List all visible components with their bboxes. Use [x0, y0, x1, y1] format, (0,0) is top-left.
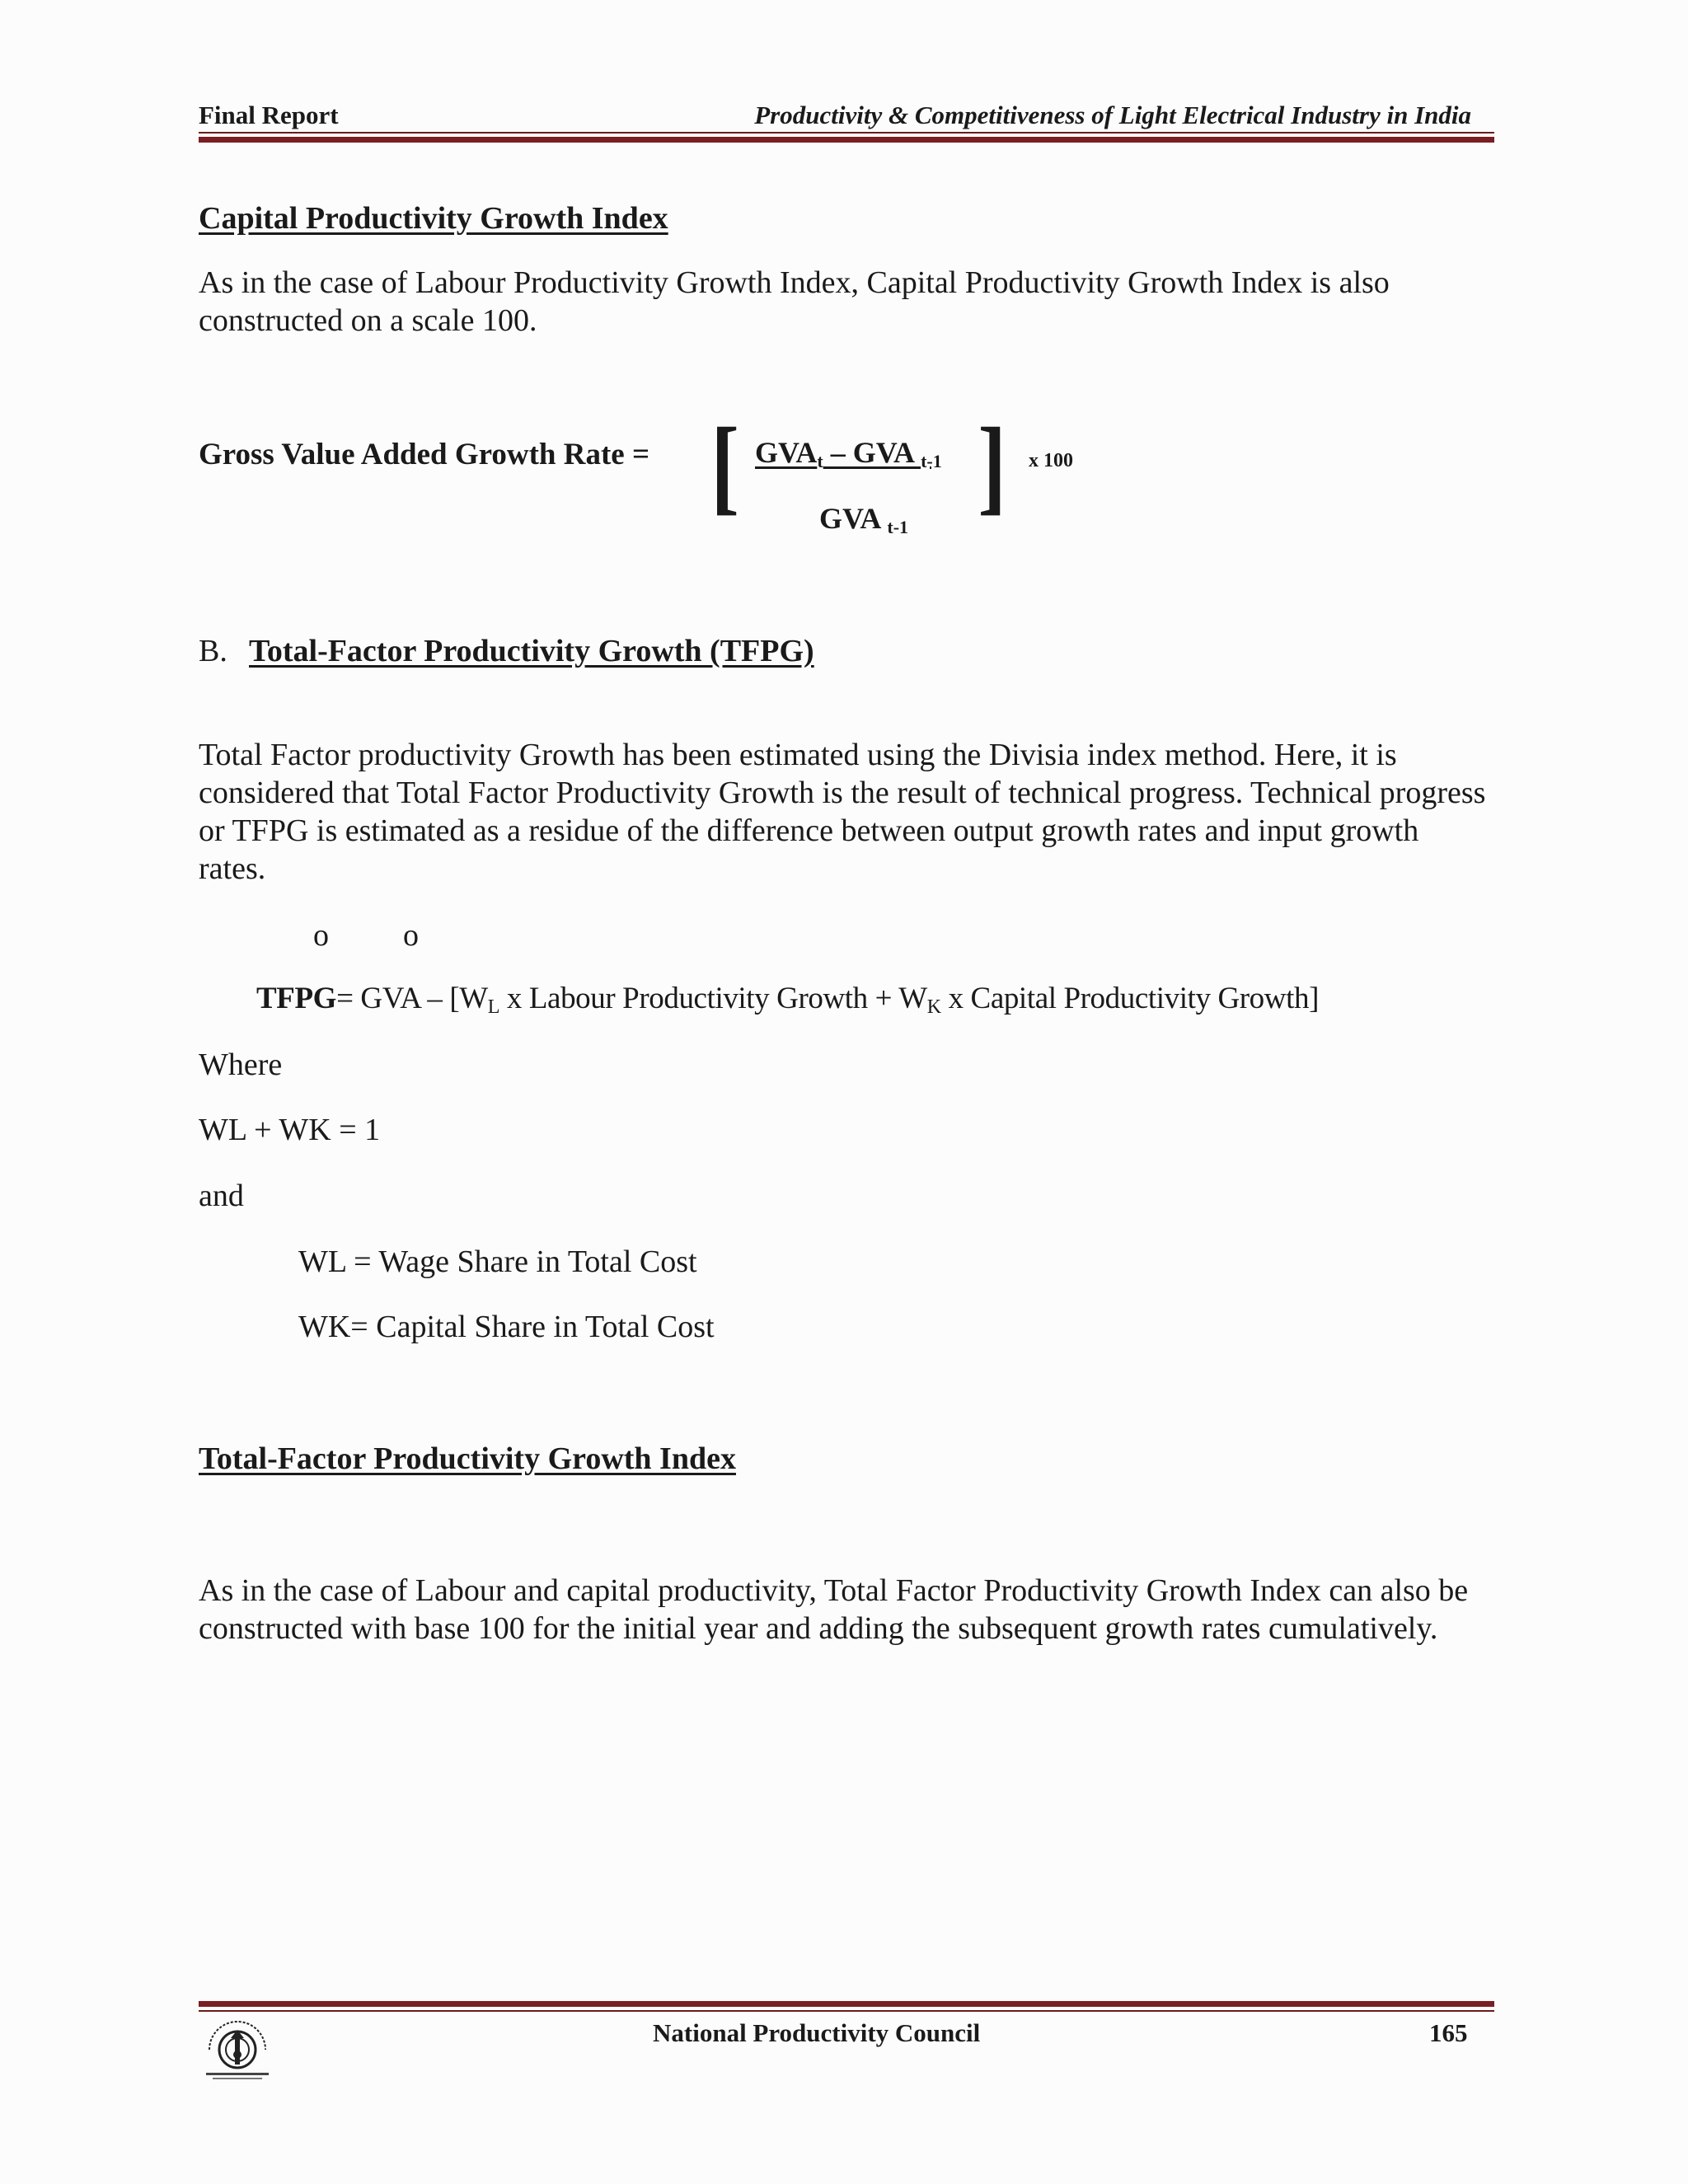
formula-tfpg: TFPG= GVA – [$W_L$ x Labour Productivity Growth + $W_K$ x Capital Productivity Growth]	[256, 982, 1320, 1018]
section-heading-capital-productivity: Capital Productivity Growth Index	[199, 201, 668, 236]
footer-title: National Productivity Council	[653, 2018, 981, 2047]
header-left-title: Final Report	[199, 101, 339, 129]
page-number: 165	[1429, 2018, 1468, 2047]
paragraph-tfpg-index: As in the case of Labour and capital productivity, Total Factor Productivity Growth Index can also be constructed with base 100 for the initial year and adding the subsequent growth rates cumulatively.	[199, 1573, 1469, 1646]
footer-rule-thick	[199, 2001, 1494, 2007]
multiplier-text: x 100	[1029, 450, 1073, 471]
formula-label: Gross Value Added Growth Rate =	[199, 438, 650, 471]
section-prefix-b: B.	[199, 634, 227, 668]
footer-rule-thin	[199, 2010, 1494, 2012]
paragraph-capital-productivity: As in the case of Labour Productivity Growth Index, Capital Productivity Growth Index is also constructed on a scale 100.	[199, 265, 1390, 338]
definition-wk: WK= Capital Share in Total Cost	[298, 1310, 715, 1344]
fraction-denominator: GVA $_{t-1}$	[819, 502, 909, 537]
fraction-numerator: $GVA_t$ – GVA $_{t-1}$	[755, 436, 942, 471]
header-right-title: Productivity & Competitiveness of Light Electrical Industry in India	[754, 101, 1471, 129]
header-rule-thick	[199, 137, 1494, 143]
weights-sum-line: WL + WK = 1	[199, 1113, 381, 1147]
where-label: Where	[199, 1047, 283, 1082]
definition-wl: WL = Wage Share in Total Cost	[298, 1244, 697, 1279]
and-label: and	[199, 1179, 244, 1213]
formula-mark-1: o	[313, 918, 329, 953]
open-bracket: [	[710, 406, 739, 525]
close-bracket: ]	[978, 406, 1006, 525]
formula-mark-2: o	[403, 918, 419, 953]
section-heading-tfpg: Total-Factor Productivity Growth (TFPG)	[249, 634, 814, 668]
paragraph-tfpg: Total Factor productivity Growth has been estimated using the Divisia index method. Here, it is considered that Total Factor Productivity Growth is the result of technical progress. Technical progress or TFPG is estimated as a residue of the difference between output growth rates and input growth rates.	[199, 738, 1486, 886]
section-heading-tfpg-index: Total-Factor Productivity Growth Index	[199, 1441, 736, 1476]
header-rule-thin	[199, 132, 1494, 134]
npc-logo-icon	[198, 2013, 277, 2083]
